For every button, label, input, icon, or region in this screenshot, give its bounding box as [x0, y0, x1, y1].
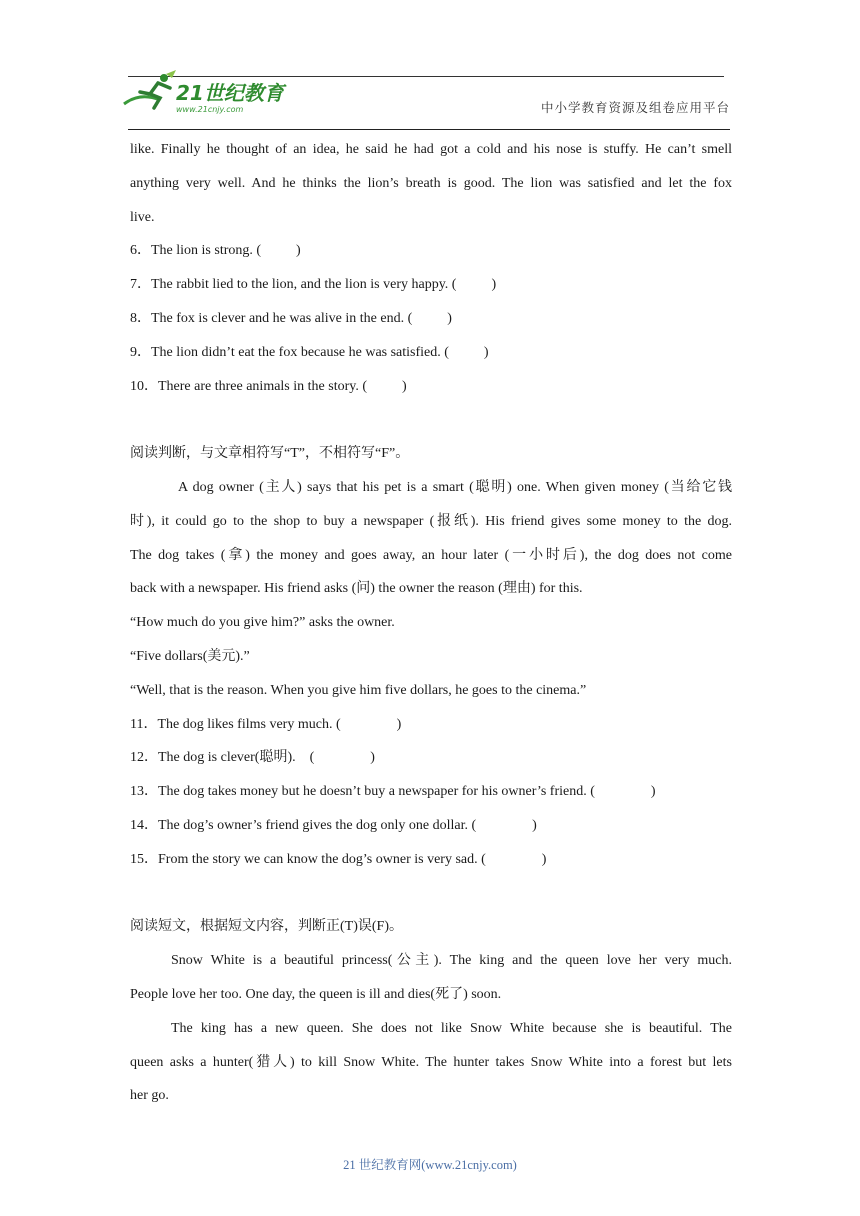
question-9: 9．The lion didn’t eat the fox because he was satisfied. ( ) — [130, 344, 489, 360]
document-body — [130, 140, 732, 1120]
question-7: 7．The rabbit lied to the lion, and the lion is very happy. ( ) — [130, 277, 497, 293]
header-tagline: 中小学教育资源及组卷应用平台 — [540, 100, 730, 115]
question-13: 13．The dog takes money but he doesn’t buy a newspaper for his owner’s friend. ( ) — [130, 784, 656, 800]
section2-paragraph-line: back with a newspaper. His friend asks (问) the owner the reason (理由) for this. — [130, 581, 583, 597]
logo-text: 21世纪教育 — [176, 81, 284, 105]
passage-line: anything very well. And he thinks the lion’s breath is good. The lion was satisfied and let the fox — [130, 175, 732, 191]
site-logo — [120, 70, 295, 118]
question-10: 10．There are three animals in the story. ( ) — [130, 378, 407, 394]
passage-line: like. Finally he thought of an idea, he said he had got a cold and his nose is stuffy. He can’t smell — [130, 142, 732, 157]
dialogue-line: “Five dollars(美元).” — [130, 648, 250, 664]
section2-instruction: 阅读判断，与文章相符写“T”，不相符写“F”。 — [130, 446, 410, 462]
question-15: 15．From the story we can know the dog’s owner is very sad. ( ) — [130, 851, 547, 867]
page-footer: 21 世纪教育网(www.21cnjy.com) — [343, 1158, 517, 1172]
logo-url: www.21cnjy.com — [176, 105, 244, 114]
section3-paragraph-line: The king has a new queen. She does not like Snow White because she is beautiful. The — [171, 1020, 732, 1036]
passage-line: live. — [130, 209, 155, 225]
header-bottom-rule — [128, 129, 730, 130]
dialogue-line: “How much do you give him?” asks the owner. — [130, 615, 395, 631]
section3-paragraph-line: her go. — [130, 1088, 169, 1104]
dialogue-line: “Well, that is the reason. When you give him five dollars, he goes to the cinema.” — [130, 682, 587, 698]
section3-paragraph-line: People love her too. One day, the queen is ill and dies(死了) soon. — [130, 986, 502, 1002]
question-14: 14．The dog’s owner’s friend gives the dog only one dollar. ( ) — [130, 817, 537, 833]
section2-paragraph-line: A dog owner (主人) says that his pet is a smart (聪明) one. When given money (当给它钱 — [178, 479, 732, 495]
question-8: 8．The fox is clever and he was alive in the end. ( ) — [130, 310, 452, 326]
question-12: 12．The dog is clever(聪明). ( ) — [130, 750, 375, 766]
question-6: 6．The lion is strong. ( ) — [130, 243, 301, 259]
page-header — [0, 0, 860, 135]
section2-paragraph-line: The dog takes (拿) the money and goes away, an hour later (一小时后), the dog does not come — [130, 547, 732, 563]
section2-paragraph-line: 时), it could go to the shop to buy a newspaper (报纸). His friend gives some money to the dog. — [130, 513, 732, 529]
section3-paragraph-line: queen asks a hunter(猎人) to kill Snow White. The hunter takes Snow White into a forest but lets — [130, 1054, 732, 1070]
section3-paragraph-line: Snow White is a beautiful princess(公主). The king and the queen love her very much. — [171, 953, 732, 969]
question-11: 11．The dog likes films very much. ( ) — [130, 716, 402, 732]
section3-instruction: 阅读短文，根据短文内容，判断正(T)误(F)。 — [130, 919, 403, 935]
